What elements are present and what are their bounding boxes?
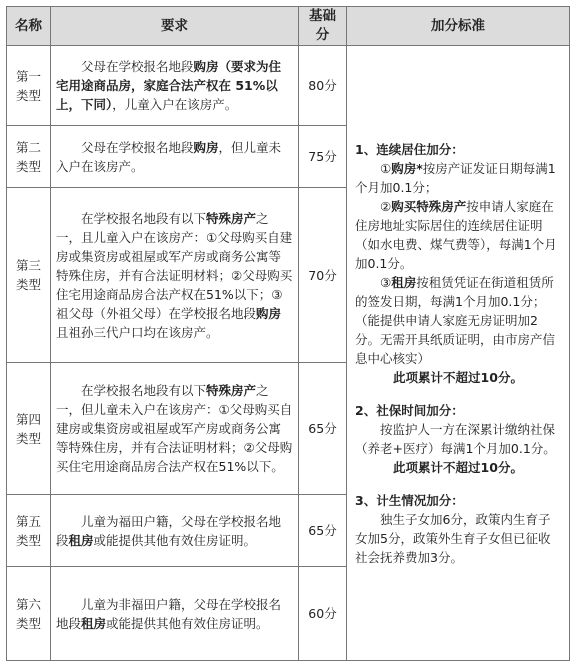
bonus-s3-text: 独生子女加6分，政策内生育子女加5分，政策外生育子女但已征收社会抚养费加3分。 — [355, 511, 551, 565]
bonus-section-2-title: 2、社保时间加分： — [355, 402, 464, 418]
row-requirement: 在学校报名地段有以下特殊房产之一，但儿童未入户在该房产：①父母购买自建房或集资房或祖屋或军产房或商务公寓等特殊住房，并有合法证明材料；②父母购买住宅用途商品房合法产权在51%以下。 — [51, 363, 299, 495]
bonus-s1-item-1: ①购房*按房产证发证日期每满1个月加0.1分； — [355, 160, 556, 195]
bonus-s1-item-2: ②购买特殊房产按申请人家庭在住房地址实际居住的连续居住证明（如水电费、煤气费等），每满1个月加0.1分。 — [355, 198, 557, 271]
row-requirement: 父母在学校报名地段购房（要求为住宅用途商品房，家庭合法产权在 51%以上，下同），儿童入户在该房产。 — [51, 46, 299, 126]
header-requirement: 要求 — [51, 7, 299, 46]
header-name: 名称 — [7, 7, 51, 46]
row-name: 第一 类型 — [7, 46, 51, 126]
bonus-s1-item-3: ③租房按租赁凭证在街道租赁所的签发日期，每满1个月加0.1分；（能提供申请人家庭无房证明加2分。无需开具纸质证明，由市房产信息中心核实） — [355, 274, 556, 366]
row-base-score: 60分 — [299, 567, 347, 661]
table-header-row — [7, 7, 570, 46]
row-requirement: 儿童为福田户籍，父母在学校报名地段租房或能提供其他有效住房证明。 — [51, 495, 299, 567]
admission-score-table — [6, 6, 570, 661]
row-base-score: 80分 — [299, 46, 347, 126]
bonus-s1-cap: 此项累计不超过10分。 — [393, 369, 523, 385]
row-base-score: 70分 — [299, 188, 347, 363]
row-requirement: 儿童为非福田户籍，父母在学校报名地段租房或能提供其他有效住房证明。 — [51, 567, 299, 661]
bonus-s2-text: 按监护人一方在深累计缴纳社保（养老+医疗）每满1个月加0.1分。 — [355, 421, 556, 456]
row-name: 第二 类型 — [7, 126, 51, 188]
bonus-s2-cap: 此项累计不超过10分。 — [393, 459, 523, 475]
row-requirement: 父母在学校报名地段购房，但儿童未入户在该房产。 — [51, 126, 299, 188]
header-bonus-standard: 加分标准 — [347, 7, 570, 46]
row-name: 第五 类型 — [7, 495, 51, 567]
row-requirement: 在学校报名地段有以下特殊房产之一，且儿童入户在该房产：①父母购买自建房或集资房或祖屋或军产房或商务公寓等特殊住房，并有合法证明材料；②父母购买住宅用途商品房合法产权在51%以下；③祖父母（外祖父母）在学校报名地段购房且祖孙三代户口均在该房产。 — [51, 188, 299, 363]
row-name: 第三 类型 — [7, 188, 51, 363]
row-name: 第六 类型 — [7, 567, 51, 661]
row-base-score: 65分 — [299, 495, 347, 567]
row-name: 第四 类型 — [7, 363, 51, 495]
row-base-score: 65分 — [299, 363, 347, 495]
header-base-score: 基础分 — [299, 7, 347, 46]
bonus-section-3-title: 3、计生情况加分： — [355, 492, 464, 508]
row-base-score: 75分 — [299, 126, 347, 188]
table-row — [7, 46, 570, 126]
bonus-section-1-title: 1、连续居住加分： — [355, 141, 464, 157]
bonus-standard-cell — [347, 46, 570, 661]
